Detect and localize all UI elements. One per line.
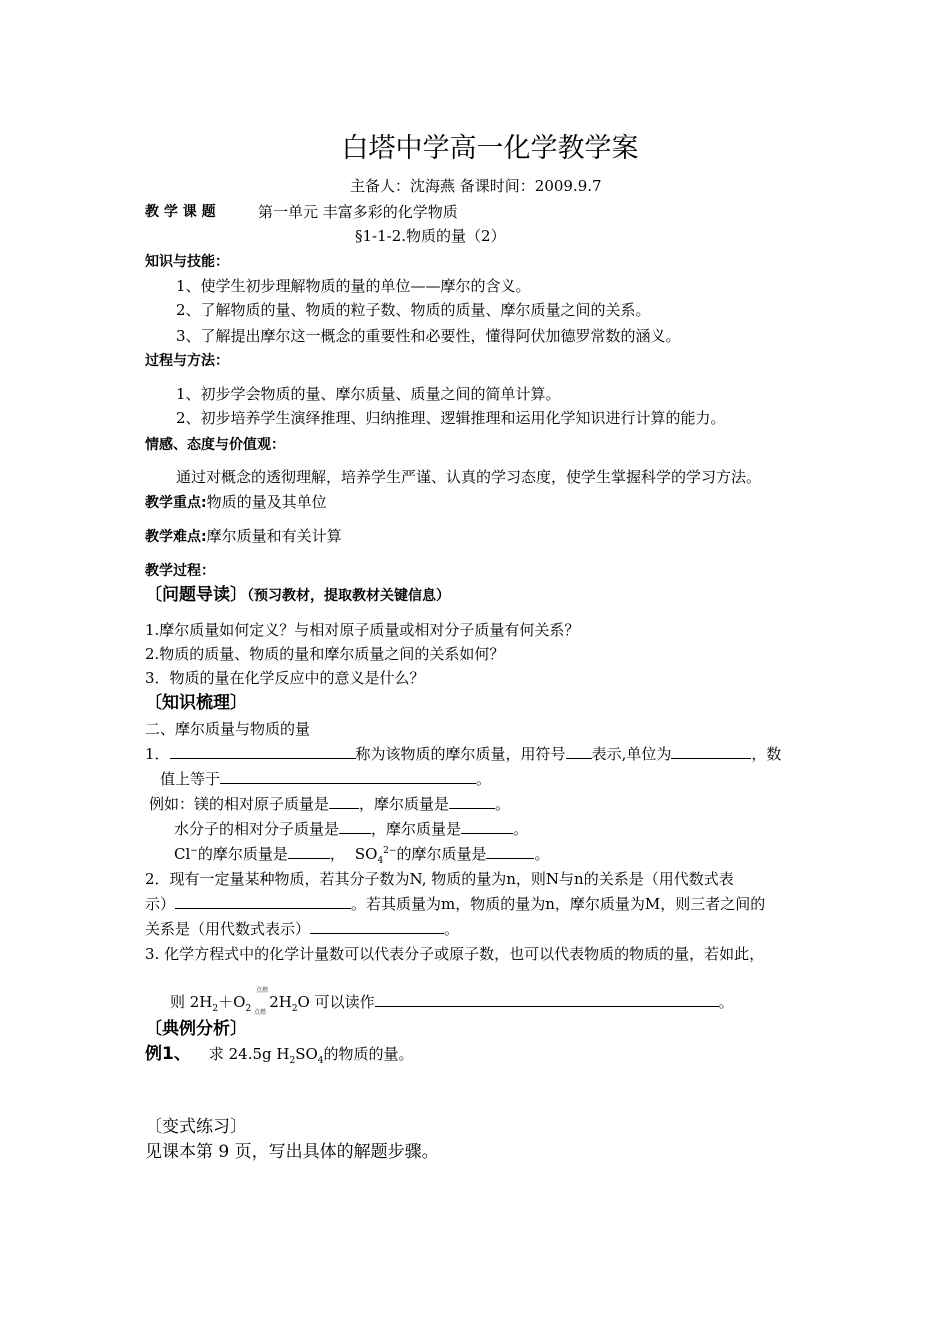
superscript: − [190,846,198,856]
fill-text: 。 [718,993,734,1011]
answer-blank[interactable] [170,744,356,759]
topic-label: 教 学 课 题 [145,204,216,220]
fill-text: 表示,单位为 [591,745,672,763]
fill-text: ，数 [751,745,782,763]
fill-text: 2H [269,993,292,1011]
subscript: 4 [377,856,384,866]
practice-text: 见课本第 9 页，写出具体的解题步骤。 [145,1142,439,1162]
knowledge-item: 2、了解物质的量、物质的粒子数、物质的质量、摩尔质量之间的关系。 [176,301,651,319]
process-item: 1、初步学会物质的量、摩尔质量、质量之间的简单计算。 [176,385,561,403]
practice-heading: 〔变式练习〕 [145,1117,247,1137]
key-value: 物质的量及其单位 [206,493,327,511]
fill-text: 。 [444,920,460,938]
para-3-line-1: 3. 化学方程式中的化学计量数可以代表分子或原子数，也可以代表物质的物质的量，若如此， [145,945,765,963]
fill-text: 。若其质量为m，物质的量为n，摩尔质量为M，则三者之间的 [351,895,766,913]
answer-blank[interactable] [329,794,359,809]
fill-text: 关系是（用代数式表示） [145,920,311,938]
fill-text: 的摩尔质量是 [396,845,487,863]
fill-text: ，摩尔质量是 [359,795,450,813]
fill-text: 求 24.5g H [208,1045,290,1063]
knowledge-section-heading: 〔知识梳理〕 [145,693,247,713]
fill-text: 称为该物质的摩尔质量，用符号 [355,745,566,763]
answer-blank[interactable] [220,769,476,784]
preview-heading-row [145,585,450,606]
key-label: 教学重点: [145,495,207,511]
reaction-condition-top: 点燃 [256,987,269,994]
item-number: 1． [145,745,170,763]
answer-blank[interactable] [486,844,534,859]
fill-text: ，摩尔质量是 [371,820,462,838]
process-label: 教学过程： [145,563,215,579]
topic-section: §1-1-2.物质的量（2） [355,227,506,245]
preview-note: （预习教材，提取教材关键信息） [247,588,450,604]
answer-blank[interactable] [566,744,592,759]
fill-text: 。 [495,795,511,813]
preview-question: 3．物质的量在化学反应中的意义是什么？ [145,669,425,687]
emotion-text: 通过对概念的透彻理解，培养学生严谨、认真的学习态度，使学生掌握科学的学习方法。 [176,468,762,486]
fill-text: O 可以读作 [297,993,375,1011]
fill-text: Cl [174,845,191,863]
answer-blank[interactable] [461,819,513,834]
preview-question: 1.摩尔质量如何定义？与相对原子质量或相对分子质量有何关系？ [145,621,580,639]
fill-text: 的摩尔质量是 [197,845,288,863]
preview-question: 2.物质的质量、物质的量和摩尔质量之间的关系如何？ [145,645,505,663]
difficulty-value: 摩尔质量和有关计算 [206,527,342,545]
difficulty-label: 教学难点: [145,529,207,545]
fill-text: SO [354,845,378,863]
process-heading: 过程与方法： [145,353,229,369]
example-section-heading: 〔典例分析〕 [145,1019,247,1039]
author-line: 主备人：沈海燕 备课时间：2009.9.7 [350,177,602,195]
fill-text: 。 [513,820,529,838]
example-1-line [145,1044,414,1064]
key-point [145,492,327,513]
process-item: 2、初步培养学生演绎推理、归纳推理、逻辑推理和运用化学知识进行计算的能力。 [176,409,726,427]
example-water-line [174,819,528,839]
fill-text: ＋O [218,993,246,1011]
subscript: 4 [317,1056,324,1066]
knowledge-item: 1、使学生初步理解物质的量的单位——摩尔的含义。 [176,277,531,295]
example-mg-line [149,794,510,814]
knowledge-subheading: 二、摩尔质量与物质的量 [145,720,311,738]
subscript: 2 [291,1004,298,1014]
answer-blank[interactable] [339,819,371,834]
fill-line-1 [145,744,781,764]
reaction-condition-bottom: 点燃 [254,1009,267,1016]
fill-text: 。 [534,845,550,863]
answer-blank[interactable] [310,919,444,934]
topic-value: 第一单元 丰富多彩的化学物质 [258,203,458,221]
answer-blank[interactable] [671,744,751,759]
answer-blank[interactable] [175,894,351,909]
document-title: 白塔中学高一化学教学案 [341,133,639,164]
knowledge-heading: 知识与技能： [145,254,229,270]
difficulty-point [145,526,342,547]
example-ion-line [174,844,549,864]
answer-blank[interactable] [288,844,330,859]
fill-text: 值上等于 [160,770,221,788]
fill-text: 水分子的相对分子质量是 [174,820,340,838]
subscript: 2 [245,1004,252,1014]
fill-text: SO [295,1045,318,1063]
example-label: 例1、 [145,1044,191,1064]
emotion-heading: 情感、态度与价值观： [145,437,285,453]
para-2-line-2 [145,894,765,914]
superscript: 2− [383,846,397,856]
preview-heading: 〔问题导读〕 [145,585,247,605]
fill-text: ， [329,845,345,863]
answer-blank[interactable] [375,992,719,1007]
fill-text: 则 2H [170,993,213,1011]
equation-line [170,992,734,1012]
subscript: 2 [289,1056,296,1066]
subscript: 2 [212,1004,219,1014]
fill-line-2 [160,769,491,789]
para-2-line-1: 2．现有一定量某种物质，若其分子数为N, 物质的量为n，则N与n的关系是（用代数式表 [145,870,734,888]
fill-text: 的物质的量。 [323,1045,414,1063]
para-2-line-3 [145,919,459,939]
knowledge-item: 3、了解提出摩尔这一概念的重要性和必要性，懂得阿伏加德罗常数的涵义。 [176,327,681,345]
fill-text: 示） [145,895,176,913]
answer-blank[interactable] [449,794,495,809]
fill-text: 例如：镁的相对原子质量是 [149,795,330,813]
fill-text: 。 [476,770,492,788]
